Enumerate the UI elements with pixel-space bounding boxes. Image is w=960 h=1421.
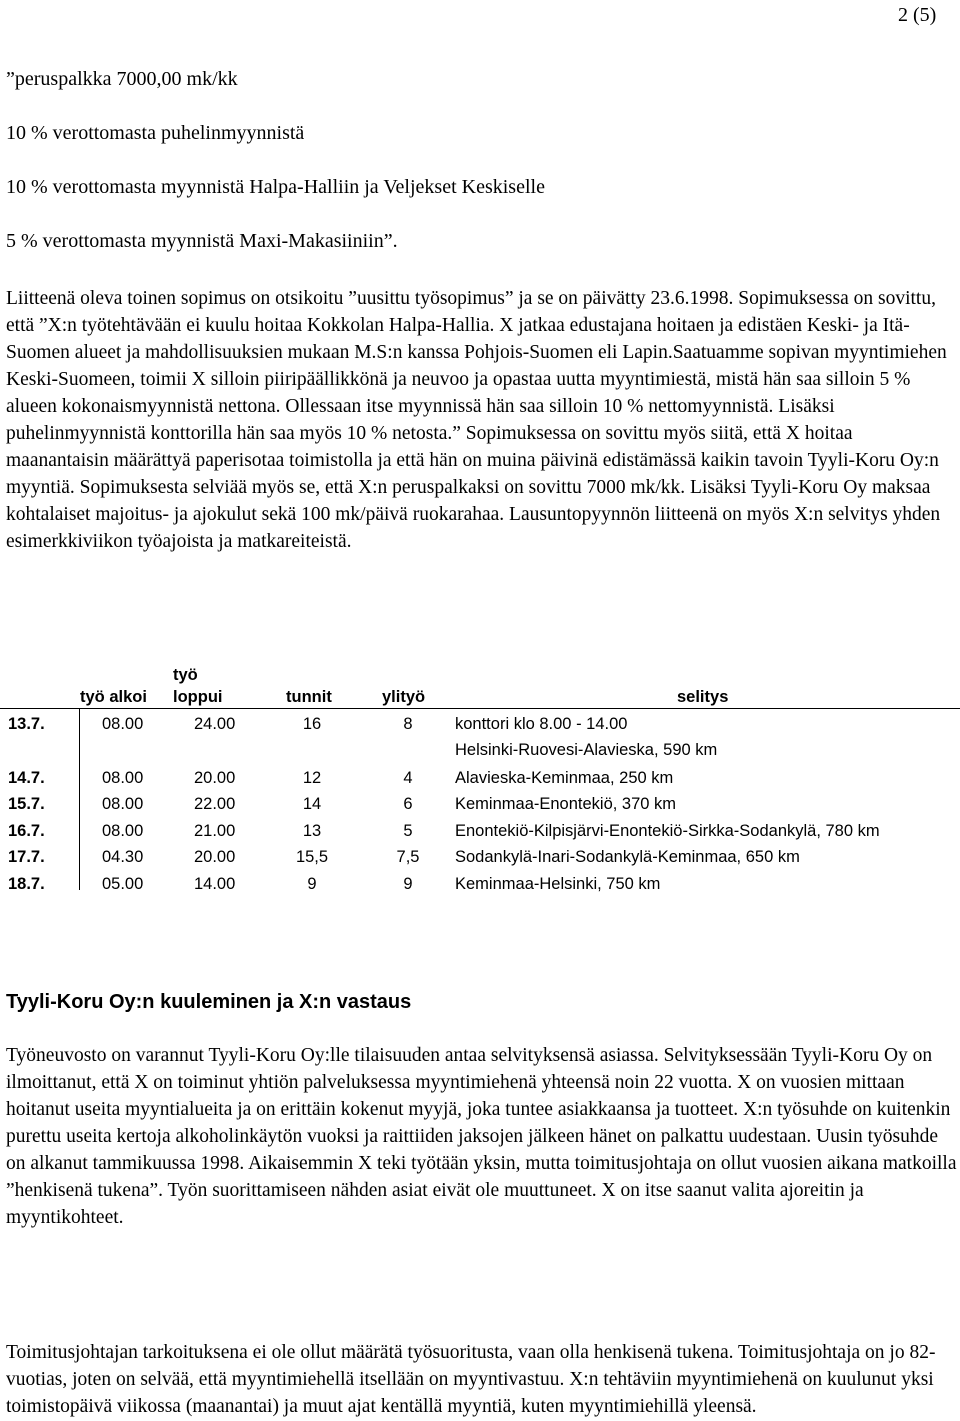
cell-start: 08.00 (102, 821, 144, 840)
cell-date: 14.7. (8, 769, 45, 787)
table-row (0, 869, 960, 895)
cell-hours: 16 (302, 715, 322, 733)
cell-note-second-line: Helsinki-Ruovesi-Alavieska, 590 km (455, 741, 718, 759)
term-base-salary: ”peruspalkka 7000,00 mk/kk (6, 68, 238, 90)
cell-end: 20.00 (194, 769, 236, 787)
salary-terms-list (6, 66, 956, 274)
work-hours-table (0, 662, 960, 895)
term-maxi-makasiini-sales: 5 % verottomasta myynnistä Maxi-Makasiiniin”. (6, 230, 398, 252)
cell-note: Sodankylä-Inari-Sodankylä-Keminmaa, 650 km (455, 848, 800, 867)
cell-note: Alavieska-Keminmaa, 250 km (455, 769, 674, 787)
cell-overtime: 4 (403, 769, 413, 787)
section-paragraph-2: Toimitusjohtajan tarkoituksena ei ole ollut määrätä työsuoritusta, vaan olla henkisenä tukena. Toimitusjohtaja on jo 82-vuotias, joten on selvää, että myyntimiehellä itsellään on myyntivastuu. X:n tehtäviin myyntimiehenä on kuulunut yksi toimistopäivä viikossa (maanantai) ja muut ajat kentällä myyntiä, kuten myyntimiehillä yleensä. (6, 1342, 936, 1417)
cell-date: 15.7. (8, 795, 45, 814)
cell-start: 08.00 (102, 795, 144, 814)
section-paragraph-1: Työneuvosto on varannut Tyyli-Koru Oy:lle tilaisuuden antaa selvityksensä asiassa. Selvityksessään Tyyli-Koru Oy on ilmoittanut, että X on toiminut yhtiön palveluksessa myyntimiehenä yhteensä noin 22 vuotta. X on vuosien mittaan hoitanut useita myyntialueita ja on erittäin kokenut myyjä, joka tuntee asiakkaansa ja tuotteet. X:n työsuhde on kuitenkin purettu useita kertoja alkoholinkäytön vuoksi ja raittiiden jaksojen jälkeen hänet on palkattu uudestaan. Uusin työsuhde on alkanut tammikuussa 1998. Aikaisemmin X teki työtään yksin, mutta toimitusjohtaja on ollut vuosien aikana matkoilla ”henkisenä tukena”. Työn suorittamiseen nähden asiat eivät ole muuttuneet. X on itse saanut valita ajoreitin ja myyntikohteet. (6, 1045, 957, 1228)
cell-date: 13.7. (8, 715, 45, 733)
table-body (0, 709, 960, 895)
cell-end: 14.00 (194, 874, 236, 893)
header-end: työ loppui (173, 666, 223, 706)
cell-start: 04.30 (102, 848, 144, 867)
page-number: 2 (5) (898, 4, 937, 26)
cell-end: 22.00 (194, 795, 236, 814)
term-halpa-halli-sales: 10 % verottomasta myynnistä Halpa-Halliin ja Veljekset Keskiselle (6, 176, 545, 198)
cell-overtime: 8 (403, 715, 413, 733)
term-phone-sales: 10 % verottomasta puhelinmyynnistä (6, 122, 305, 144)
cell-note: Keminmaa-Helsinki, 750 km (455, 874, 661, 893)
table-row (0, 842, 960, 868)
cell-date: 17.7. (8, 848, 45, 867)
contract-paragraph: Liitteenä oleva toinen sopimus on otsikoitu ”uusittu työsopimus” ja se on päivätty 23.6.1998. Sopimuksessa on sovittu, että ”X:n työtehtävään ei kuulu hoitaa Kokkolan Halpa-Hallia. X jatkaa edustajana hoitaen ja edistäen Keski- ja Itä-Suomen alueet ja mahdollisuuksien mukaan M.S:n kanssa Pohjois-Suomen eli Lapin.Saatuamme sopivan myyntimiehen Keski-Suomeen, toimii X silloin piiripäällikkönä ja neuvoo ja opastaa uutta myyntimiestä, mistä hän saa silloin 5 % alueen kokonaismyynnistä nettona. Ollessaan itse myynnissä hän saa silloin 10 % nettomyynnistä. Lisäksi puhelinmyynnistä konttorilla hän saa myös 10 % netosta.” Sopimuksessa on sovittu myös siitä, että X hoitaa maanantaisin määrättyä paperisotaa toimistolla ja että hän on muina päivinä edistämässä kaikin tavoin Tyyli-Koru Oy:n myyntiä. Sopimuksesta selviää myös se, että X:n peruspalkaksi on sovittu 7000 mk/kk. Lisäksi Tyyli-Koru Oy maksaa kohtalaiset majoitus- ja ajokulut sekä 100 mk/päivä ruokarahaa. Lausuntopyynnön liitteenä on myös X:n selvitys yhden esimerkkiviikon työajoista ja matkareiteistä. (6, 288, 947, 552)
table-row (0, 763, 960, 789)
cell-overtime: 6 (403, 795, 413, 814)
cell-hours: 9 (307, 874, 317, 893)
cell-start: 08.00 (102, 715, 144, 733)
header-overtime: ylityö (382, 688, 426, 706)
cell-note: Keminmaa-Enontekiö, 370 km (455, 795, 677, 814)
cell-note: Enontekiö-Kilpisjärvi-Enontekiö-Sirkka-Sodankylä, 780 km (455, 821, 880, 840)
cell-hours: 15,5 (295, 848, 329, 867)
cell-start: 05.00 (102, 874, 144, 893)
cell-hours: 13 (302, 821, 322, 840)
cell-note: konttori klo 8.00 - 14.00 (455, 715, 628, 733)
cell-overtime: 9 (403, 874, 413, 893)
cell-start: 08.00 (102, 769, 144, 787)
header-note: selitys (677, 688, 729, 706)
cell-end: 24.00 (194, 715, 236, 733)
table-row (0, 709, 960, 763)
cell-end: 21.00 (194, 821, 236, 840)
table-row (0, 816, 960, 842)
cell-overtime: 7,5 (396, 848, 420, 867)
cell-hours: 14 (302, 795, 322, 814)
cell-end: 20.00 (194, 848, 236, 867)
header-start: työ alkoi (80, 688, 147, 706)
cell-date: 16.7. (8, 821, 45, 840)
section-heading: Tyyli-Koru Oy:n kuuleminen ja X:n vastaus (6, 991, 412, 1013)
header-hours: tunnit (286, 688, 332, 706)
cell-hours: 12 (302, 769, 322, 787)
cell-date: 18.7. (8, 874, 45, 893)
table-row (0, 789, 960, 815)
cell-overtime: 5 (403, 821, 413, 840)
table-header (0, 662, 960, 709)
